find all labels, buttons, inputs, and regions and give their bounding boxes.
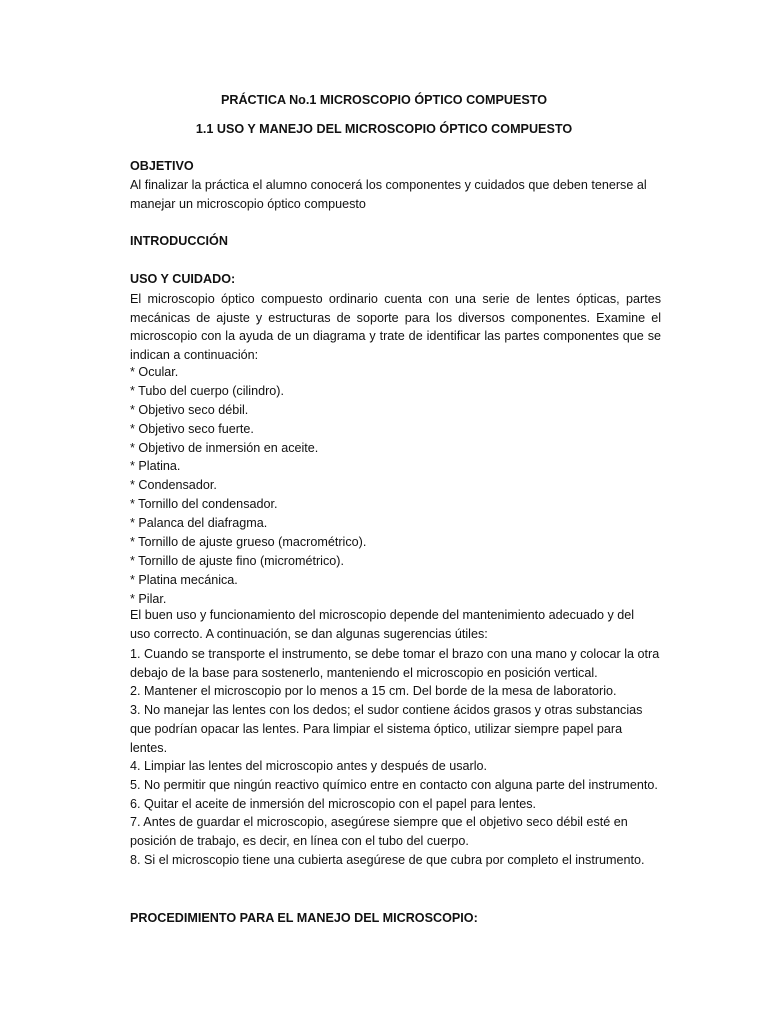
list-item: * Platina mecánica. [130, 572, 238, 587]
procedimiento-heading: PROCEDIMIENTO PARA EL MANEJO DEL MICROSCOPIO: [130, 911, 478, 925]
list-item: * Objetivo de inmersión en aceite. [130, 440, 319, 455]
list-item: * Tornillo de ajuste fino (micrométrico). [130, 553, 344, 568]
section-subtitle: 1.1 USO Y MANEJO DEL MICROSCOPIO ÓPTICO COMPUESTO [195, 122, 573, 136]
list-item: * Tornillo de ajuste grueso (macrométrico). [130, 535, 367, 550]
list-item: * Objetivo seco fuerte. [130, 421, 254, 436]
parts-list [130, 363, 661, 609]
uso-paragraph: El microscopio óptico compuesto ordinario cuenta con una serie de lentes ópticas, partes mecánicas de ajuste y estructuras de soporte para los diversos componentes. Examine el microscopio con la ayuda de un diagrama y trate de identificar las partes componentes que se indican a continuación: [130, 292, 661, 362]
suggestion-item: 6. Quitar el aceite de inmersión del microscopio con el papel para lentes. [130, 796, 537, 811]
document-title: PRÁCTICA No.1 MICROSCOPIO ÓPTICO COMPUESTO [220, 93, 548, 107]
objetivo-text-line-2: manejar un microscopio óptico compuesto [130, 197, 366, 211]
suggestion-item: 3. No manejar las lentes con los dedos; el sudor contiene ácidos grasos y otras substancias que podrían opacar las lentes. Para limpiar el sistema óptico, utilizar siempre papel para lentes. [130, 703, 643, 755]
suggestion-item: 5. No permitir que ningún reactivo químico entre en contacto con alguna parte del instrumento. [130, 777, 658, 792]
suggestion-item: 2. Mantener el microscopio por lo menos a 15 cm. Del borde de la mesa de laboratorio. [130, 684, 617, 699]
suggestion-item: 7. Antes de guardar el microscopio, asegúrese siempre que el objetivo seco débil esté en posición de trabajo, es decir, en línea con el tubo del cuerpo. [130, 815, 628, 849]
maintenance-intro-line-1: El buen uso y funcionamiento del microscopio depende del mantenimiento adecuado y del [130, 608, 635, 622]
objetivo-heading: OBJETIVO [130, 159, 194, 173]
uso-heading: USO Y CUIDADO: [130, 272, 236, 286]
list-item: * Platina. [130, 459, 181, 474]
maintenance-intro-line-2: uso correcto. A continuación, se dan algunas sugerencias útiles: [130, 627, 488, 641]
suggestion-item: 1. Cuando se transporte el instrumento, se debe tomar el brazo con una mano y colocar la otra debajo de la base para sostenerlo, manteniendo el microscopio en posición vertical. [130, 647, 660, 680]
list-item: * Tornillo del condensador. [130, 497, 278, 512]
list-item: * Objetivo seco débil. [130, 402, 249, 417]
list-item: * Ocular. [130, 365, 179, 379]
suggestion-item: 4. Limpiar las lentes del microscopio antes y después de usarlo. [130, 759, 488, 774]
list-item: * Palanca del diafragma. [130, 516, 268, 531]
list-item: * Tubo del cuerpo (cilindro). [130, 383, 285, 398]
introduccion-heading: INTRODUCCIÓN [130, 234, 228, 248]
objetivo-text-line-1: Al finalizar la práctica el alumno conocerá los componentes y cuidados que deben tenerse al [130, 178, 647, 192]
list-item: * Condensador. [130, 478, 217, 493]
list-item: * Pilar. [130, 591, 167, 606]
suggestions-list [130, 645, 661, 869]
suggestion-item: 8. Si el microscopio tiene una cubierta asegúrese de que cubra por completo el instrumento. [130, 852, 645, 867]
